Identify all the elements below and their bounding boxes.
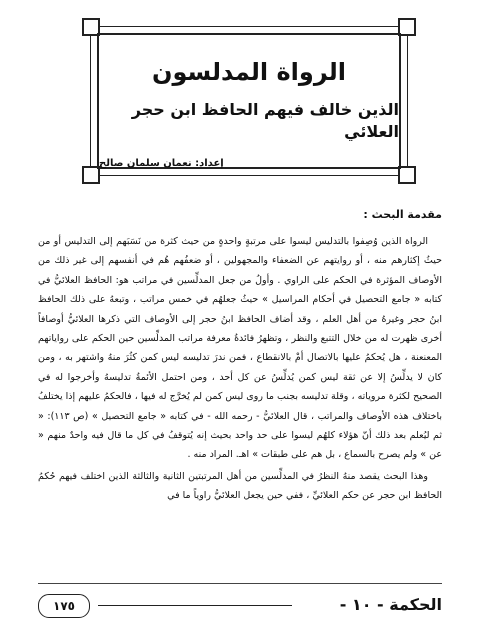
page-number: ١٧٥ [38,594,90,618]
article-subtitle: الذين خالف فيهم الحافظ ابن حجر العلائي [131,100,399,141]
article-title: الرواة المدلسون [152,58,346,86]
section-heading: مقدمة البحث : [363,208,442,221]
page-footer [38,594,442,618]
footer-divider [38,583,442,584]
footer-rule [98,605,292,606]
body-paragraph: وهذا البحث يقصد منهُ النظرُ في المدلِّسين من أهل المرتبتين الثانية والثالثة الذين اختلف فيهم حُكمُ الحافظ ابن حجر عن حكم العلائيِّ ، ففي حين يجعل العلائيُّ راوياً ما في [38,470,442,502]
author-line: إعداد: نعمان سلمان صالح [99,158,224,169]
body-paragraph: الرواة الذين وُصِفوا بالتدليس ليسوا على مرتبةٍ واحدةٍ من حيث كثرة من نَسَبَهم إلى التدليس أو من حيثُ إكثارهم منه ، أو روايتهم عن الضعفاء والمجهولين ، أو ضعفُهم هُم في أنفسهم إلى غير ذلك من الأوصاف المؤثرة في الحكم على الراوي . وأولُ من جعل المدلِّسين في مراتب هو: الحافظ العلائيُّ في كتابه « جامع التحصيل في أحكام المراسيل » حيثُ جعلهُم في خمس مراتب ، وتبعهُ على ذلك الحافظ ابنُ حجر وغيرهُ من أهل العلم ، وقد أضاف الحافظ ابنُ حجر إلى الأوصاف التي ذكرها العلائيُّ أوصافاً أخرى ظهرت له من خلال التتبع والنظر ، وتظهرُ فائدةُ معرفة مراتب المدلِّسين حين الحكم على رواياتهم المعنعنة ، هل يُحكمُ عليها بالاتصال أمْ بالانقطاع ، فمن ندرَ تدليسه ليس كمن كثُرَ منهُ واشتهر به ، ومن كان لا يدلِّسُ إلا عن ثقة ليس كمن يُدلِّسُ عن كل أحد ، ومن احتمل الأئمةُ تدليسهُ وأخرجوا له في الصحيح لكثرة مروياته ، وقلة تدليسه بجنب ما روى ليس كمن لم يُخرَّج له فيها ، فالحكمُ عليهم إذا يختلفُ باختلاف هذه الأوصاف والمراتب ، قال العلائيُّ - رحمه الله - في كتابه « جامع التحصيل » (ص ١١٣): « ثم ليُعلم بعد ذلك أنّ هؤلاء كلهُم ليسوا على حد واحد بحيث إنه يُتوقفُ في كل ما قال فيه واحدٌ منهم « عن » ولم يصرح بالسماع ، بل هم على طبقات » اهـ. المراد منه . [38,236,442,461]
title-frame-inner [97,33,401,169]
body-text [38,232,442,506]
title-frame [90,26,408,176]
journal-name: الحكمة - ١٠ - [339,595,442,614]
